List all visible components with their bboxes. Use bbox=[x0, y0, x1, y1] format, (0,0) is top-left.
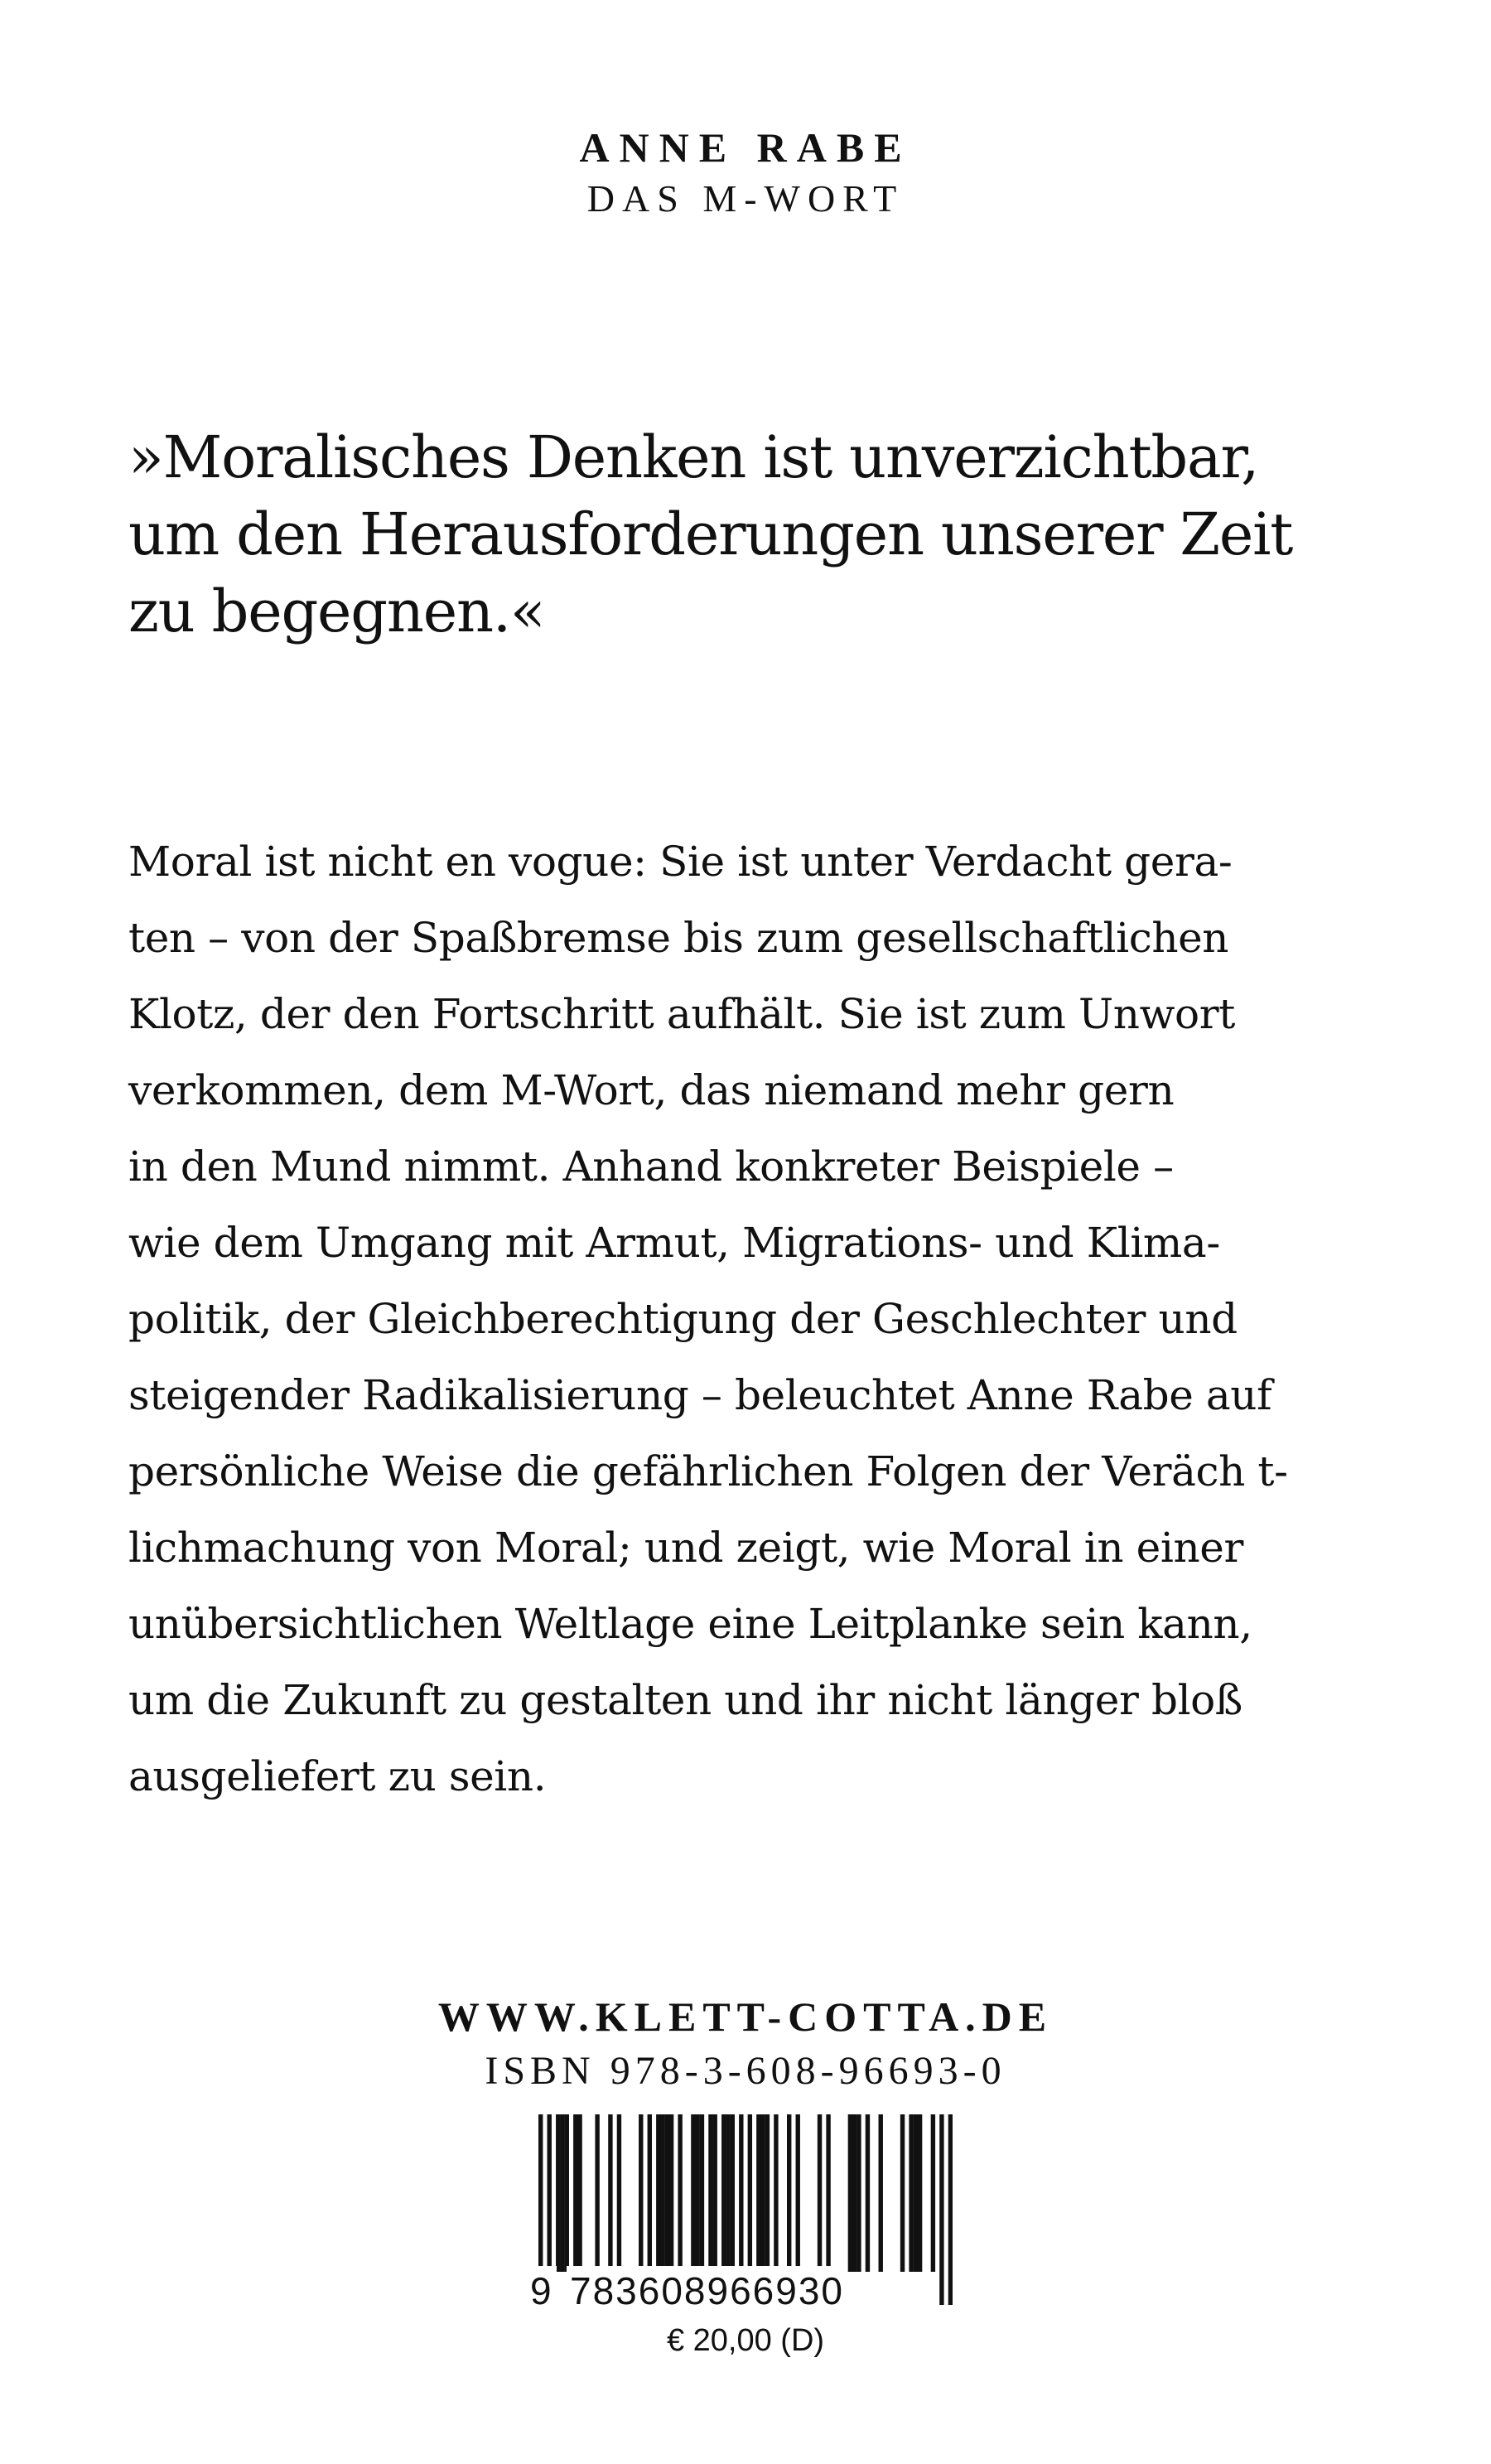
barcode-bar bbox=[573, 2114, 577, 2272]
barcode-bar bbox=[565, 2114, 569, 2272]
barcode-bar bbox=[826, 2114, 830, 2272]
barcode-bar bbox=[914, 2114, 918, 2272]
blurb-line: politik, der Gleichberechtigung der Geschlechter und bbox=[128, 1295, 1238, 1343]
barcode-digit-row: 783608966930 bbox=[567, 2266, 847, 2316]
barcode-bar bbox=[848, 2114, 852, 2272]
quote-line: um den Herausforderungen unserer Zeit bbox=[128, 500, 1293, 568]
barcode-bar bbox=[731, 2114, 735, 2272]
author-name: ANNE RABE bbox=[579, 124, 912, 171]
barcode-bar bbox=[900, 2114, 905, 2272]
barcode-bar bbox=[556, 2114, 560, 2272]
barcode-bar bbox=[726, 2114, 730, 2272]
blurb-line: persönliche Weise die gefährlichen Folgen der Veräch t- bbox=[128, 1447, 1288, 1495]
blurb-line: lichmachung von Moral; und zeigt, wie Moral in einer bbox=[128, 1524, 1243, 1572]
barcode-bar bbox=[856, 2114, 861, 2272]
barcode-bar bbox=[560, 2114, 564, 2272]
barcode-bar bbox=[695, 2114, 699, 2272]
quote-line: »Moralisches Denken ist unverzichtbar, bbox=[128, 423, 1259, 491]
barcode-bar bbox=[713, 2114, 717, 2272]
blurb-line: ausgeliefert zu sein. bbox=[128, 1752, 547, 1800]
barcode-bar bbox=[678, 2114, 682, 2272]
barcode-bar bbox=[879, 2114, 883, 2272]
barcode-bar bbox=[608, 2114, 612, 2272]
publisher-url: WWW.KLETT-COTTA.DE bbox=[437, 1993, 1054, 2040]
blurb-line: ten – von der Spaßbremse bis zum gesellschaftlichen bbox=[128, 914, 1229, 962]
barcode-bar bbox=[708, 2114, 712, 2272]
barcode-bar bbox=[818, 2114, 822, 2272]
barcode-bar bbox=[756, 2114, 760, 2272]
price-label: € 20,00 (D) bbox=[666, 2323, 825, 2358]
barcode-bar bbox=[691, 2114, 695, 2272]
barcode-bar bbox=[577, 2114, 581, 2272]
barcode-bar bbox=[787, 2114, 791, 2272]
barcode-bar bbox=[765, 2114, 770, 2272]
barcode-bar bbox=[665, 2114, 669, 2272]
blurb-line: wie dem Umgang mit Armut, Migrations- und Klima- bbox=[128, 1219, 1220, 1267]
barcode-bar bbox=[669, 2114, 673, 2272]
barcode-bar bbox=[931, 2114, 935, 2272]
blurb-line: unübersichtlichen Weltlage eine Leitplanke sein kann, bbox=[128, 1600, 1252, 1648]
isbn-number: ISBN 978-3-608-96693-0 bbox=[485, 2049, 1006, 2093]
barcode-bar bbox=[866, 2114, 870, 2272]
blurb-line: steigender Radikalisierung – beleuchtet Anne Rabe auf bbox=[128, 1371, 1272, 1419]
barcode-bar bbox=[918, 2114, 922, 2272]
blurb-line: um die Zukunft zu gestalten und ihr nicht länger bloß bbox=[128, 1676, 1242, 1724]
barcode-bar bbox=[617, 2114, 621, 2272]
barcode-bar bbox=[760, 2114, 765, 2272]
barcode-bar bbox=[852, 2114, 856, 2272]
barcode-bar bbox=[700, 2114, 704, 2272]
barcode-first-digit: 9 bbox=[530, 2266, 557, 2316]
blurb-line: verkommen, dem M-Wort, das niemand mehr gern bbox=[128, 1066, 1175, 1114]
barcode-bar bbox=[909, 2114, 913, 2272]
barcode-bar bbox=[796, 2114, 800, 2272]
pull-quote bbox=[128, 419, 1421, 650]
barcode-bar bbox=[774, 2114, 778, 2272]
barcode-bar bbox=[595, 2114, 599, 2272]
barcode-bar bbox=[656, 2114, 660, 2272]
quote-line: zu begegnen.« bbox=[128, 577, 545, 645]
barcode-bar bbox=[721, 2114, 726, 2272]
blurb-text bbox=[128, 824, 1387, 1814]
barcode-bar bbox=[648, 2114, 652, 2272]
blurb-line: Moral ist nicht en vogue: Sie ist unter Verdacht gera- bbox=[128, 838, 1233, 886]
barcode-digits bbox=[530, 2266, 969, 2316]
blurb-line: Klotz, der den Fortschritt aufhält. Sie ist zum Unwort bbox=[128, 990, 1235, 1038]
blurb-line: in den Mund nimmt. Anhand konkreter Beispiele – bbox=[128, 1143, 1174, 1191]
book-title: DAS M-WORT bbox=[586, 177, 905, 220]
barcode-bar bbox=[660, 2114, 664, 2272]
barcode-bar bbox=[639, 2114, 643, 2272]
cover-header bbox=[0, 123, 1491, 224]
